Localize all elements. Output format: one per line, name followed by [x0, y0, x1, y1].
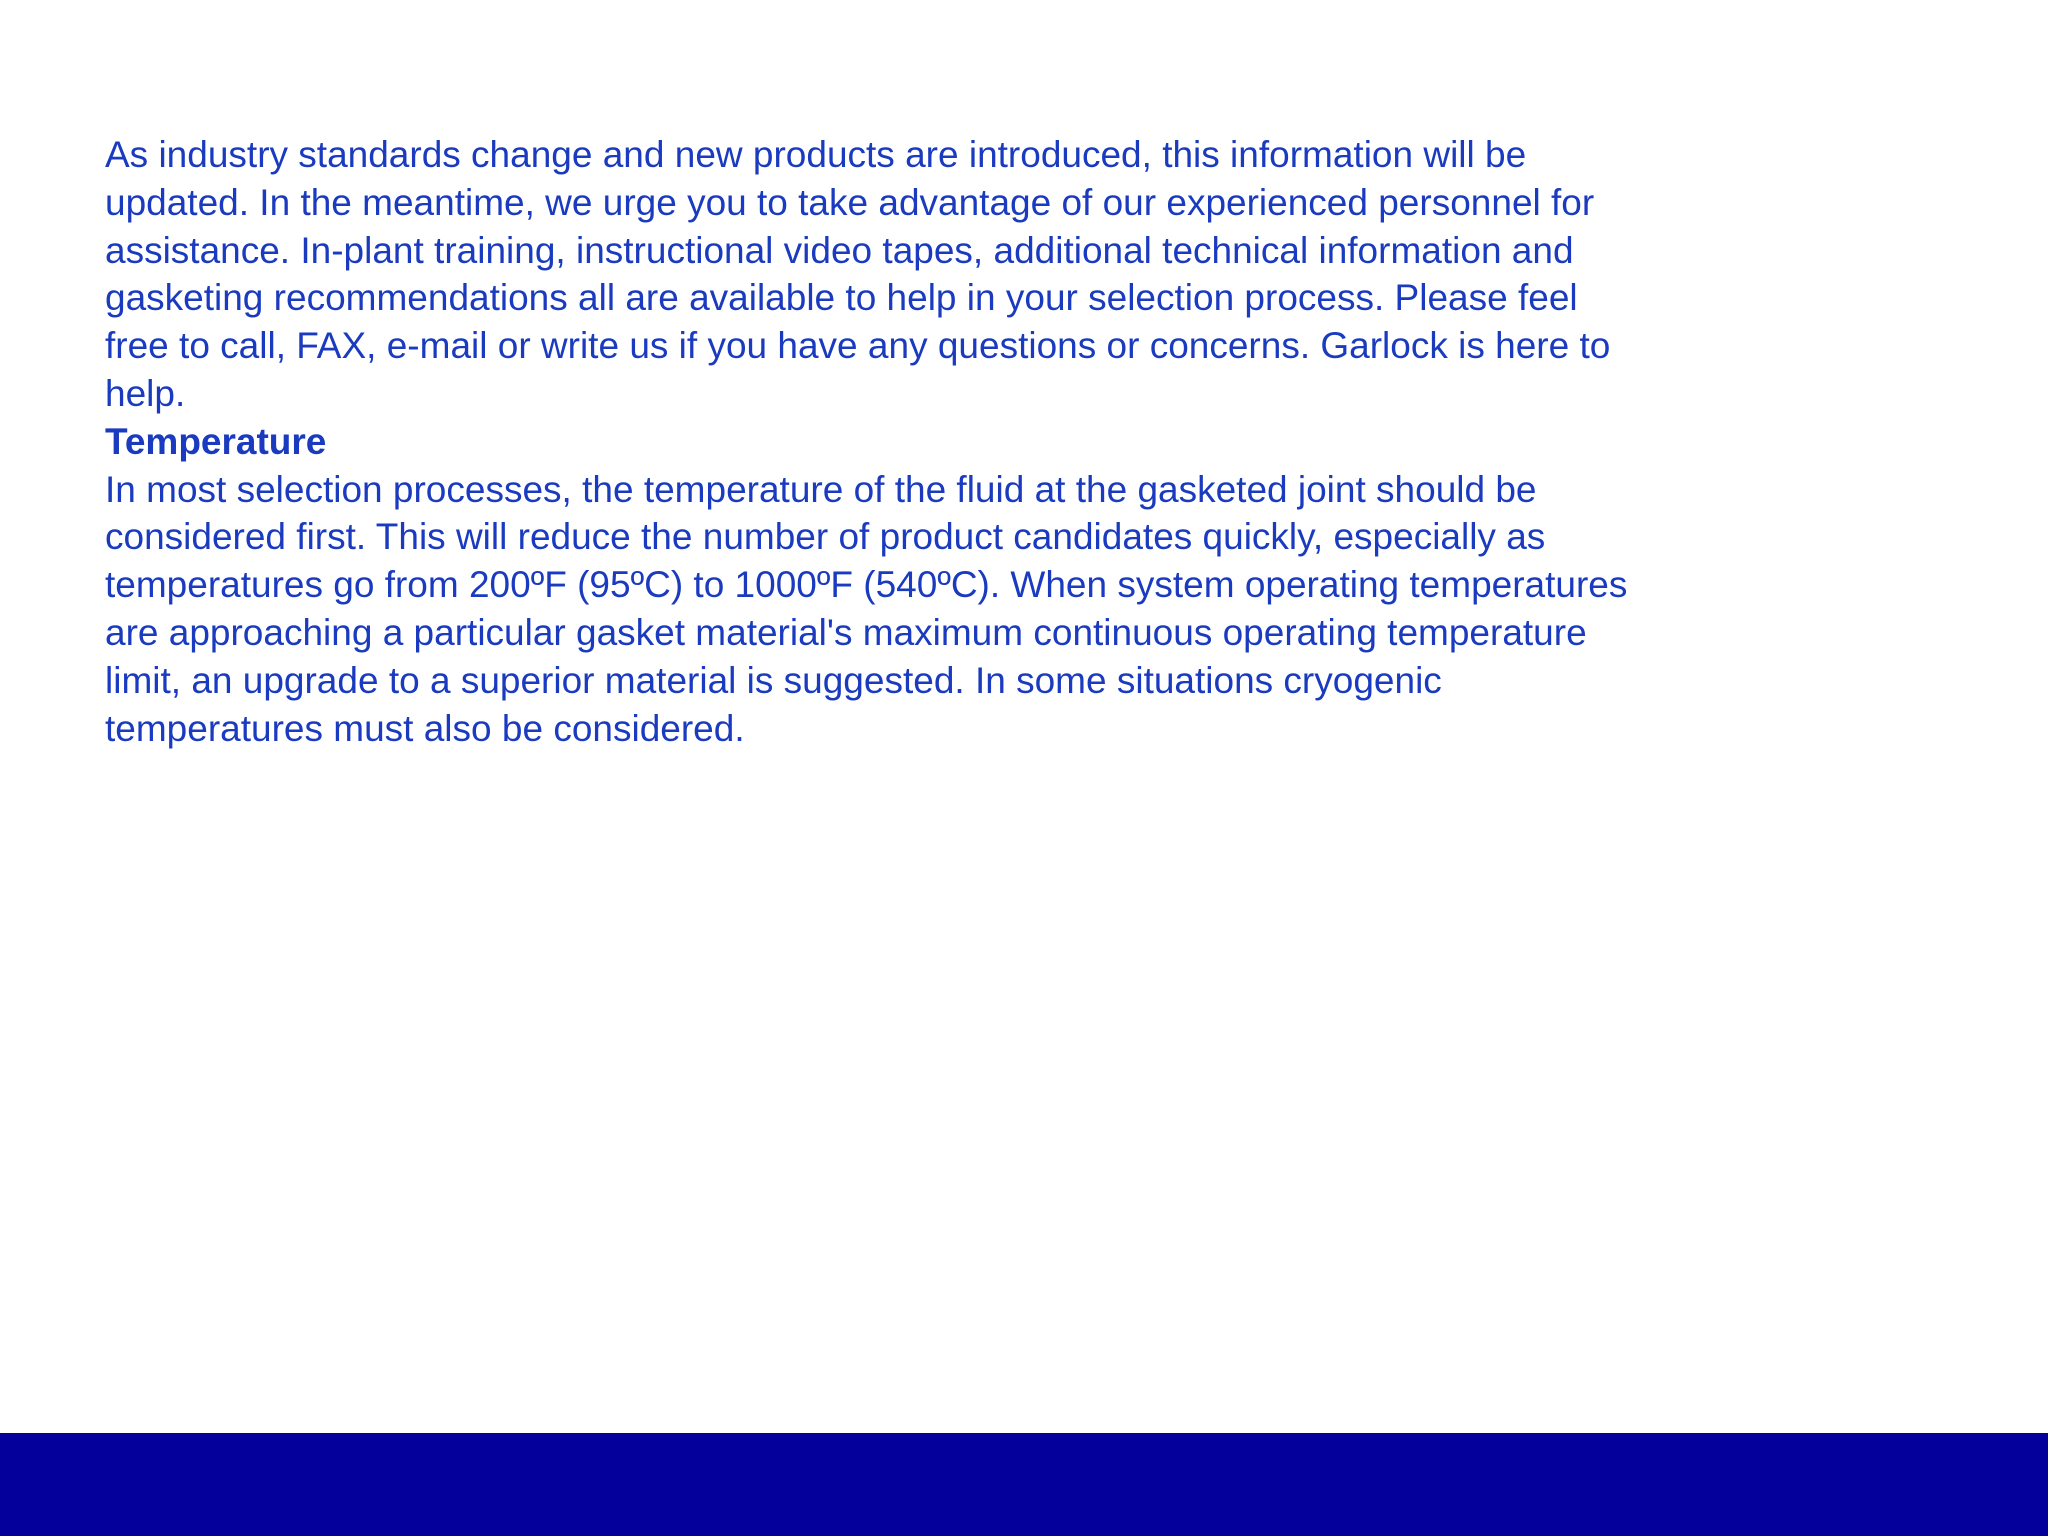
- footer-bar: [0, 1433, 2048, 1536]
- text-line: assistance. In-plant training, instructional video tapes, additional technical information and: [105, 229, 1574, 271]
- text-line: In most selection processes, the temperature of the fluid at the gasketed joint should be: [105, 468, 1537, 510]
- text-line: As industry standards change and new products are introduced, this information will be: [105, 134, 1527, 175]
- text-line: help.: [105, 372, 186, 414]
- text-line: temperatures go from 200ºF (95ºC) to 1000ºF (540ºC). When system operating temperatures: [105, 564, 1628, 606]
- text-line: considered first. This will reduce the number of product candidates quickly, especially as: [105, 516, 1546, 558]
- intro-paragraph: [105, 131, 1805, 418]
- text-line: are approaching a particular gasket material's maximum continuous operating temperature: [105, 611, 1587, 653]
- text-line: limit, an upgrade to a superior material is suggested. In some situations cryogenic: [105, 659, 1442, 701]
- text-line: free to call, FAX, e-mail or write us if you have any questions or concerns. Garlock is here to: [105, 325, 1611, 367]
- text-line: updated. In the meantime, we urge you to take advantage of our experienced personnel for: [105, 181, 1595, 223]
- section-heading: Temperature: [105, 420, 327, 462]
- document-body: [105, 131, 1805, 752]
- temperature-paragraph: [105, 466, 1805, 753]
- text-line: gasketing recommendations all are available to help in your selection process. Please feel: [105, 277, 1578, 319]
- text-line: temperatures must also be considered.: [105, 707, 745, 749]
